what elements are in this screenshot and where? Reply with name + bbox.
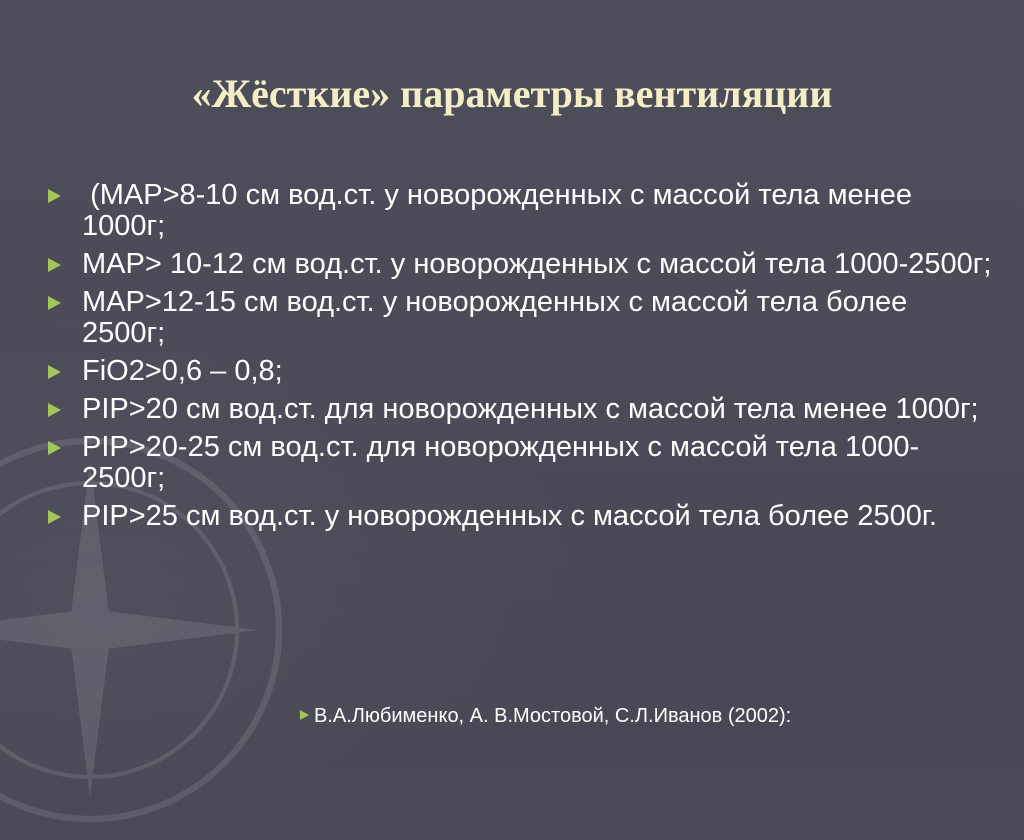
- bullet-list: [44, 180, 994, 539]
- triangle-bullet-icon: [48, 258, 61, 272]
- triangle-bullet-icon: [48, 403, 61, 417]
- slide-title: «Жёсткие» параметры вентиляции: [191, 71, 833, 116]
- bullet-text: PIP>20 см вод.ст. для новорожденных с массой тела менее 1000г;: [82, 393, 979, 425]
- bullet-item: [44, 394, 994, 425]
- triangle-bullet-icon: [48, 441, 61, 455]
- bullet-item: [44, 356, 994, 387]
- triangle-bullet-icon: [48, 296, 61, 310]
- bullet-text: MAP> 10-12 см вод.ст. у новорожденных с массой тела 1000-2500г;: [82, 248, 992, 280]
- bullet-text: PIP>25 см вод.ст. у новорожденных с массой тела более 2500г.: [82, 500, 937, 532]
- bullet-text: PIP>20-25 см вод.ст. для новорожденных с массой тела 1000-2500г;: [82, 431, 920, 494]
- bullet-text: MAP>12-15 см вод.ст. у новорожденных с массой тела более 2500г;: [82, 286, 908, 349]
- bullet-item: [44, 180, 994, 242]
- bullet-item: [44, 249, 994, 280]
- bullet-text: FiO2>0,6 – 0,8;: [82, 355, 283, 387]
- bullet-item: [44, 432, 994, 494]
- citation: [300, 703, 791, 729]
- bullet-item: [44, 501, 994, 532]
- triangle-bullet-icon: [48, 189, 61, 203]
- citation-text: В.А.Любименко, А. В.Мостовой, С.Л.Иванов (2002):: [314, 705, 792, 727]
- triangle-bullet-icon: [300, 710, 309, 720]
- bullet-text: (MAP>8-10 см вод.ст. у новорожденных с массой тела менее 1000г;: [82, 179, 921, 242]
- triangle-bullet-icon: [48, 510, 61, 524]
- triangle-bullet-icon: [48, 365, 61, 379]
- bullet-item: [44, 287, 994, 349]
